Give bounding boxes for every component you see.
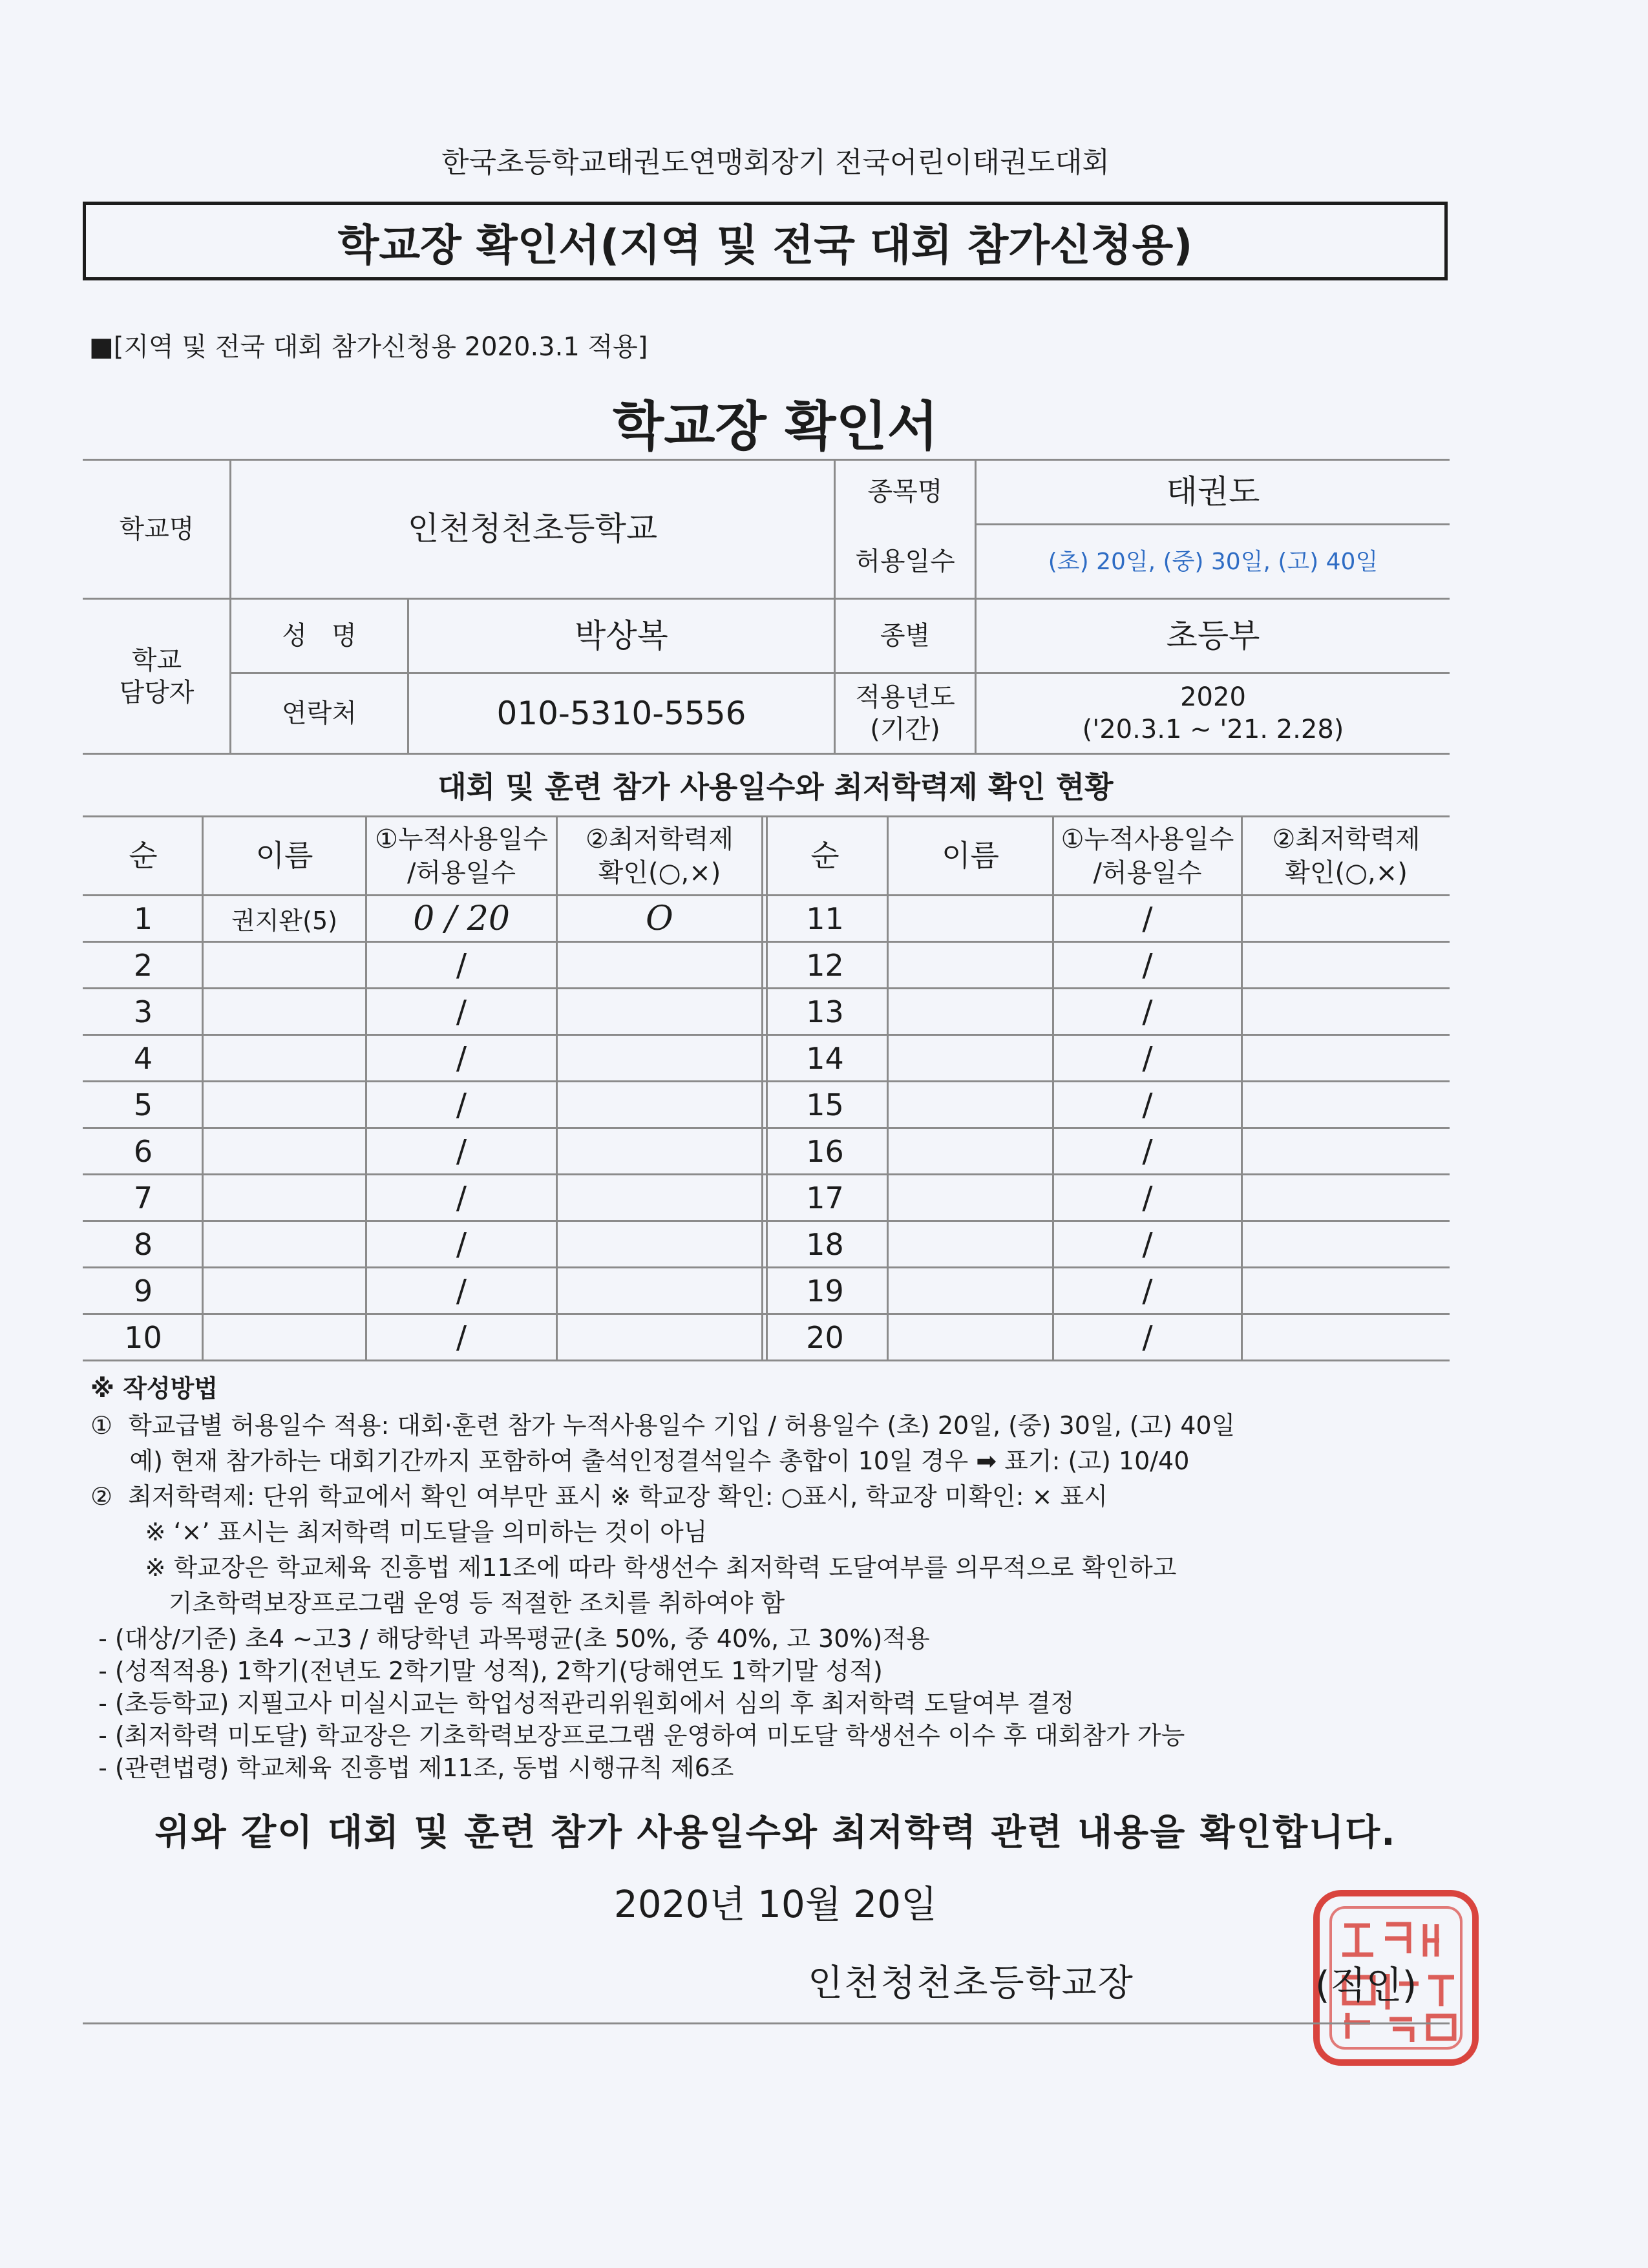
row-number: 1 [133,901,153,936]
days-used: / [1142,993,1153,1030]
instruction-line: ① 학교급별 허용일수 적용: 대회·훈련 참가 누적사용일수 기입 / 허용일수 (초) 20일, (중) 30일, (고) 40일 [90,1411,1236,1440]
min-academic-check [558,943,761,987]
student-name [889,1129,1052,1173]
year: 2020 [1180,682,1246,712]
column-header: 이름 [255,837,313,873]
row-number: 15 [806,1087,844,1122]
row-number: 5 [133,1087,153,1122]
manager-label: 학교 담당자 [119,645,195,708]
instruction-line: - (관련법령) 학교체육 진흥법 제11조, 동법 시행규칙 제6조 [90,1754,734,1782]
column-header: 이름 [942,837,999,873]
student-name [889,1268,1052,1313]
bottom-rule [83,2022,1450,2024]
days-used: / [456,1319,467,1356]
min-academic-check [1243,1315,1450,1360]
category: 초등부 [1166,616,1260,655]
student-name [204,1082,365,1127]
days-used: / [456,1086,467,1123]
student-name [889,1175,1052,1220]
min-academic-check [1243,1222,1450,1266]
status-heading: 대회 및 훈련 참가 사용일수와 최저학력제 확인 현황 [438,770,1114,804]
days-used: / [1142,1133,1153,1170]
student-name [889,1082,1052,1127]
days-used: / [456,947,467,983]
year-label: 적용년도 (기간) [855,682,955,744]
instructions-heading: ※ 작성방법 [90,1374,218,1403]
instruction-line: ※ ‘×’ 표시는 최저학력 미도달을 의미하는 것이 아님 [90,1518,708,1546]
min-academic-check [558,1082,761,1127]
period: ('20.3.1 ~ '21. 2.28) [1082,715,1344,744]
min-academic-check [558,1315,761,1360]
student-name [204,1315,365,1360]
days-used: / [1142,947,1153,983]
row-number: 17 [806,1180,844,1215]
row-number: 18 [806,1226,844,1262]
row-number: 11 [806,901,844,936]
min-academic-check [558,1268,761,1313]
grid-rule [83,1360,1450,1361]
instruction-line: - (성적적용) 1학기(전년도 2학기말 성적), 2학기(당해연도 1학기말 성적) [90,1657,883,1685]
sport-label: 종목명 [867,477,943,507]
instruction-line: - (최저학력 미도달) 학교장은 기초학력보장프로그램 운영하여 미도달 학생선수 이수 후 대회참가 가능 [90,1721,1185,1750]
min-academic-check: O [646,899,673,938]
row-number: 14 [806,1040,844,1076]
sport: 태권도 [1166,472,1260,510]
seal-label: (직인) [1315,1963,1417,2007]
row-number: 10 [124,1319,162,1355]
column-header: 순 [129,837,158,873]
min-academic-check [558,1036,761,1080]
instruction-line: 예) 현재 참가하는 대회기간까지 포함하여 출석인정결석일수 총합이 10일 경우 ➡ 표기: (고) 10/40 [90,1447,1190,1475]
row-number: 8 [133,1226,153,1262]
student-name [204,989,365,1034]
days-used: / [1142,1319,1153,1356]
row-number: 9 [133,1273,153,1308]
days-used: / [1142,1179,1153,1216]
days-used: / [456,1133,467,1170]
student-name [204,1036,365,1080]
days-used: / [456,1226,467,1263]
column-header: ①누적사용일수 /허용일수 [1061,824,1234,888]
year-period [977,674,1450,753]
column-header: ②최저학력제 확인(○,×) [585,824,734,888]
row-number: 19 [806,1273,844,1308]
rule [83,753,1450,755]
days-used: / [1142,1226,1153,1263]
min-academic-check [1243,989,1450,1034]
allowed-days: (초) 20일, (중) 30일, (고) 40일 [1048,548,1379,575]
days-used: / [456,993,467,1030]
student-name [889,896,1052,941]
row-number: 16 [806,1133,844,1169]
confirmation-statement: 위와 같이 대회 및 훈련 참가 사용일수와 최저학력 관련 내용을 확인합니다. [154,1812,1397,1854]
instruction-line: ② 최저학력제: 단위 학교에서 확인 여부만 표시 ※ 학교장 확인: ○표시, 학교장 미확인: × 표시 [90,1482,1108,1511]
instruction-line: - (초등학교) 지필고사 미실시교는 학업성적관리위원회에서 심의 후 최저학력 도달여부 결정 [90,1689,1075,1717]
school-name: 인천청천초등학교 [407,510,658,548]
student-name [204,1175,365,1220]
min-academic-check [1243,943,1450,987]
days-used: / [1142,1040,1153,1076]
column-header: ①누적사용일수 /허용일수 [375,824,548,888]
date: 2020년 10월 20일 [613,1882,938,1926]
instruction-line: 기초학력보장프로그램 운영 등 적절한 조치를 취하여야 함 [90,1589,785,1617]
student-name [889,1315,1052,1360]
allowed-days-label: 허용일수 [855,547,955,576]
title-box: 학교장 확인서(지역 및 전국 대회 참가신청용) [83,202,1448,280]
days-used: / [1142,1272,1153,1309]
row-number: 6 [133,1133,153,1169]
days-used: / [1142,900,1153,937]
name-label: 성 명 [282,621,357,651]
days-used: / [456,1272,467,1309]
min-academic-check [1243,1129,1450,1173]
column-header: 순 [810,837,840,873]
student-name [889,1036,1052,1080]
student-name [889,1222,1052,1266]
row-number: 2 [133,947,153,983]
row-number: 4 [133,1040,153,1076]
row-number: 20 [806,1319,844,1355]
contact-label: 연락처 [282,698,357,728]
school-label: 학교명 [119,514,195,544]
row-number: 12 [806,947,844,983]
min-academic-check [1243,1082,1450,1127]
student-name [204,1222,365,1266]
student-name [204,1268,365,1313]
min-academic-check [1243,896,1450,941]
days-used: / [1142,1086,1153,1123]
category-label: 종별 [880,621,931,651]
row-number: 3 [133,994,153,1029]
student-name [204,1129,365,1173]
manager-name: 박상복 [575,616,668,655]
min-academic-check [558,1129,761,1173]
main-title: 학교장 확인서 [613,396,938,457]
contact-number: 010-5310-5556 [496,694,746,732]
days-used: 0 / 20 [413,899,510,938]
min-academic-check [1243,1175,1450,1220]
row-number: 13 [806,994,844,1029]
principal-name: 인천청천초등학교장 [808,1962,1134,2004]
days-used: / [456,1179,467,1216]
column-header: ②최저학력제 확인(○,×) [1272,824,1421,888]
min-academic-check [1243,1036,1450,1080]
student-name [889,989,1052,1034]
application-note: ■[지역 및 전국 대회 참가신청용 2020.3.1 적용] [89,332,648,362]
min-academic-check [558,1222,761,1266]
student-name: 권지완(5) [231,907,337,935]
min-academic-check [558,989,761,1034]
instruction-line: ※ 학교장은 학교체육 진흥법 제11조에 따라 학생선수 최저학력 도달여부를 의무적으로 확인하고 [90,1553,1177,1582]
student-name [204,943,365,987]
min-academic-check [1243,1268,1450,1313]
days-used: / [456,1040,467,1076]
min-academic-check [558,1175,761,1220]
row-number: 7 [133,1180,153,1215]
organizer-title: 한국초등학교태권도연맹회장기 전국어린이태권도대회 [441,146,1110,179]
student-name [889,943,1052,987]
instruction-line: - (대상/기준) 초4 ~고3 / 해당학년 과목평균(초 50%, 중 40%, 고 30%)적용 [90,1624,930,1653]
